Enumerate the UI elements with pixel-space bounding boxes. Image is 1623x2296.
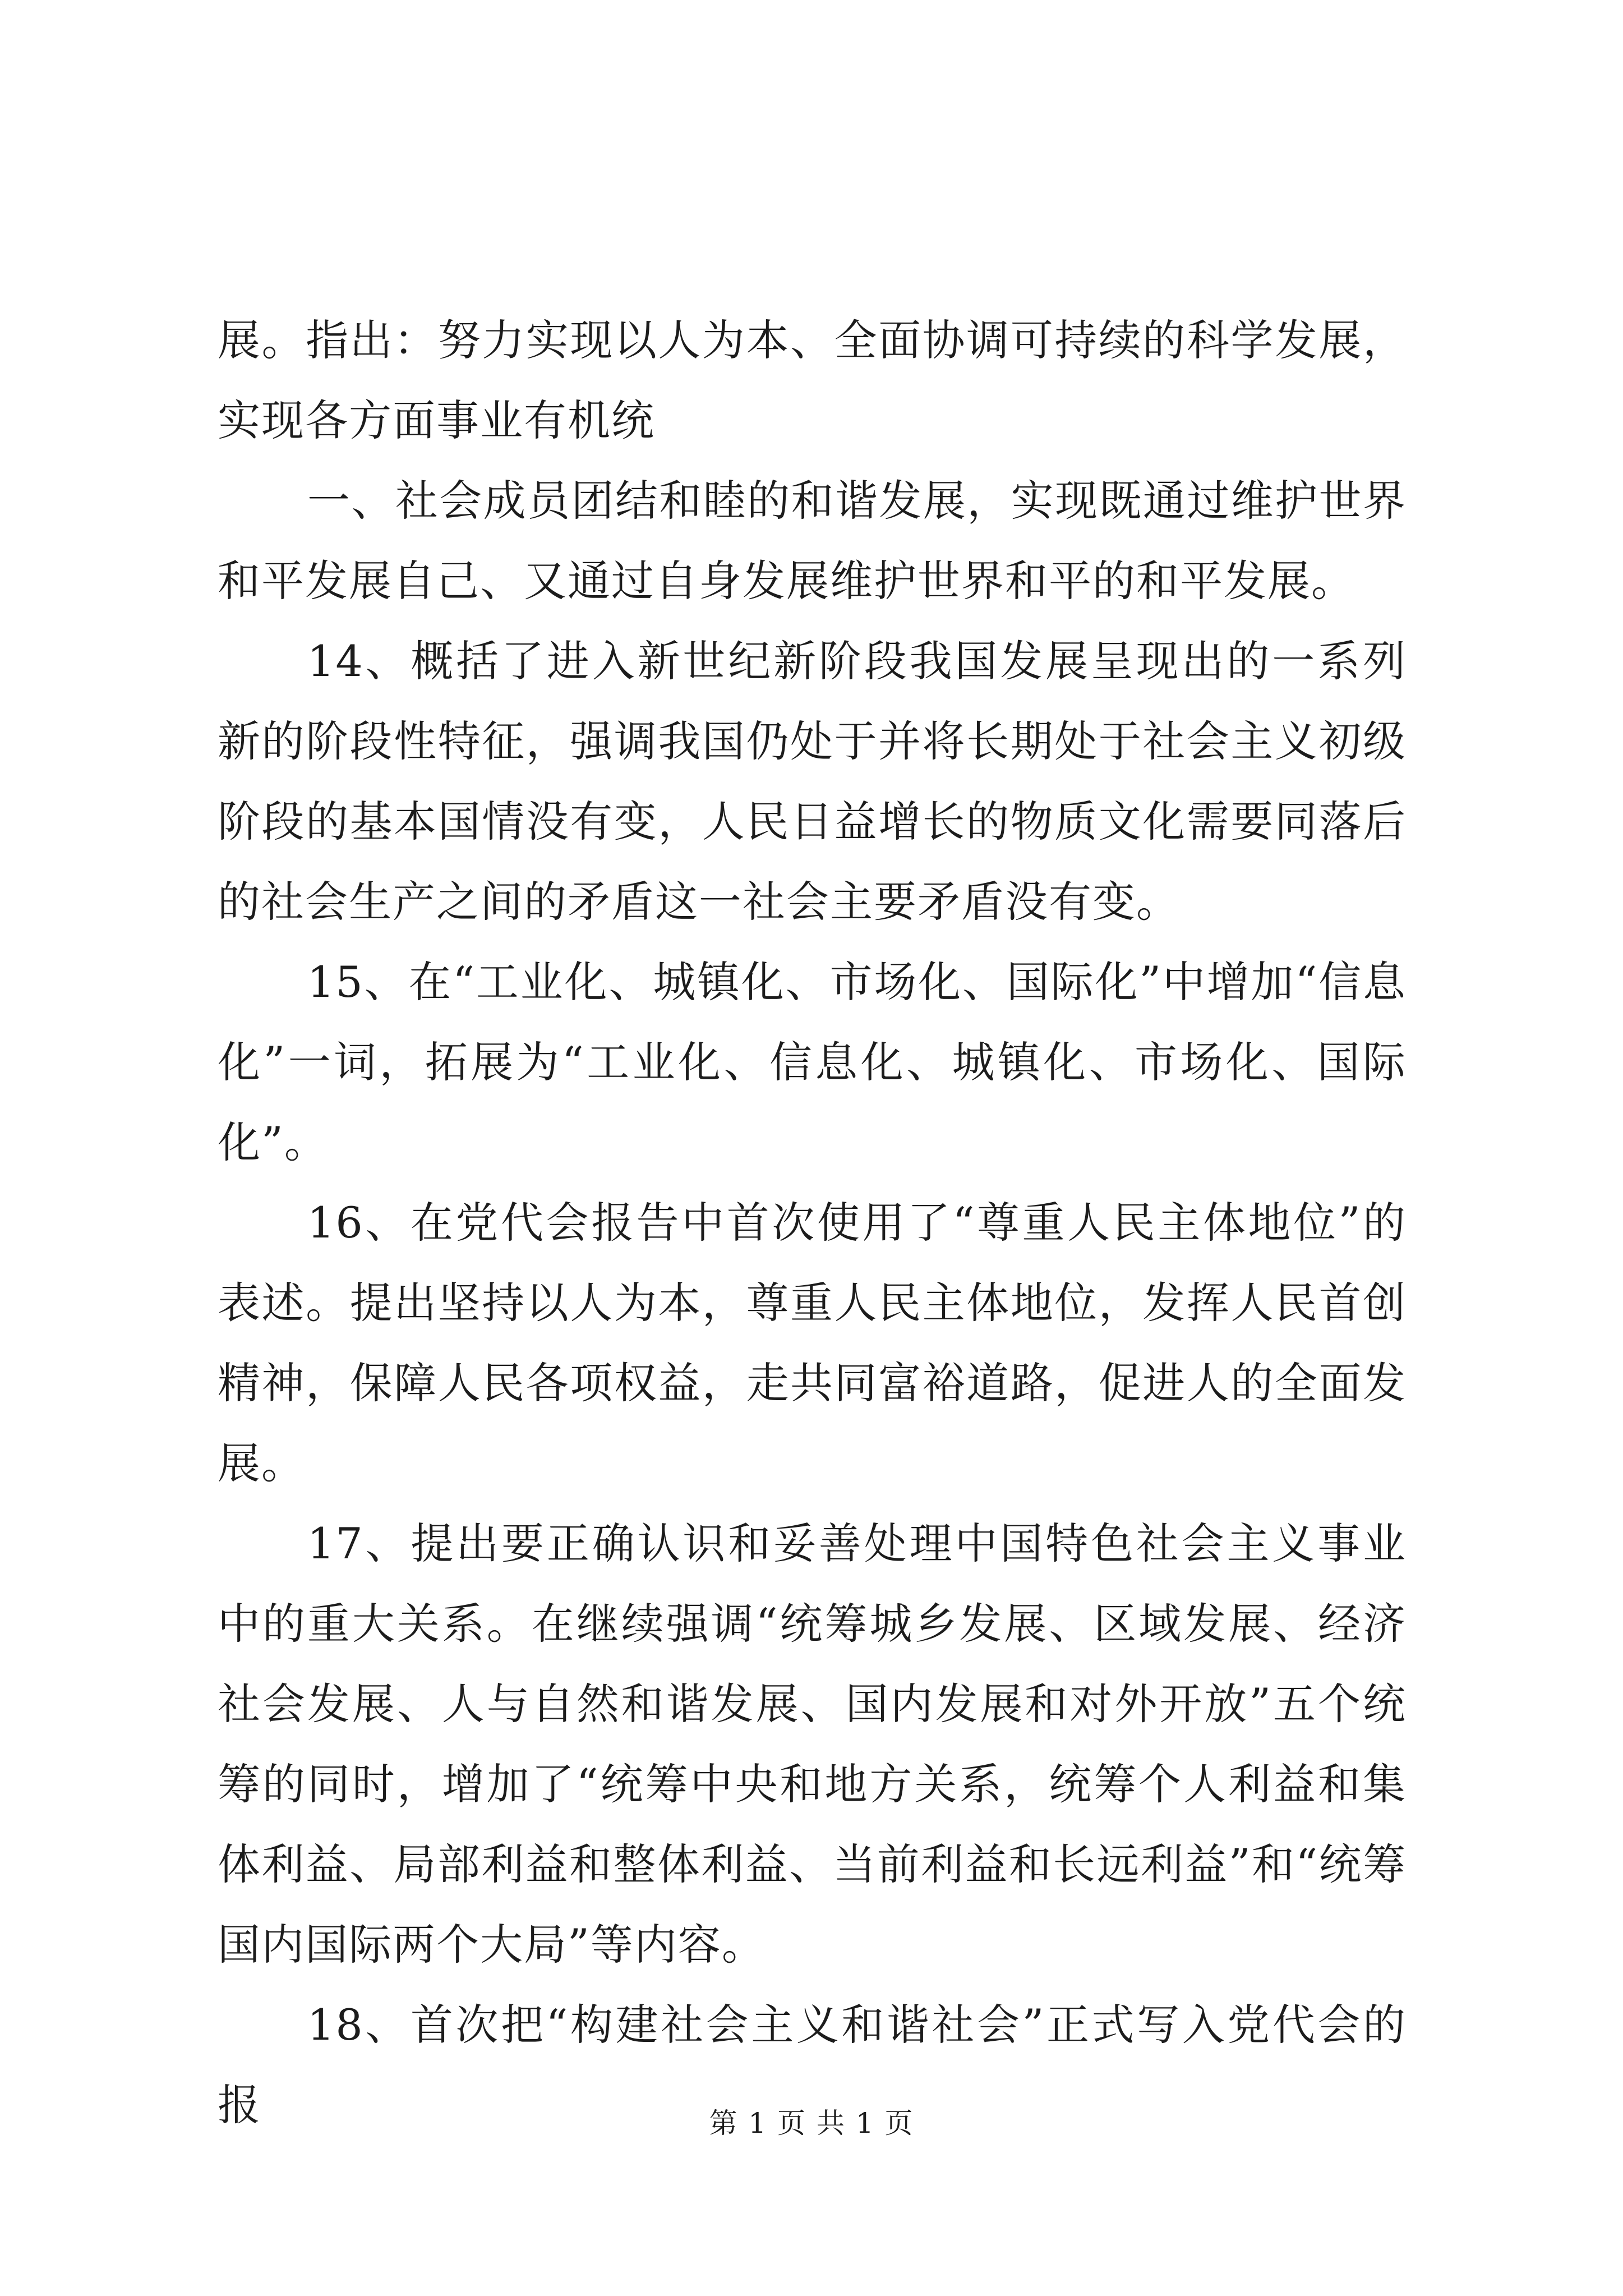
paragraph-1: 展。指出：努力实现以人为本、全面协调可持续的科学发展，实现各方面事业有机统 bbox=[218, 315, 1407, 445]
page-footer: 第 1 页 共 1 页 bbox=[709, 2107, 914, 2139]
paragraph-4: 15、在“工业化、城镇化、市场化、国际化”中增加“信息化”一词，拓展为“工业化、信息化、城镇化、市场化、国际化”。 bbox=[218, 957, 1407, 1167]
paragraph-5: 16、在党代会报告中首次使用了“尊重人民主体地位”的表述。提出坚持以人为本，尊重人民主体地位，发挥人民首创精神，保障人民各项权益，走共同富裕道路，促进人的全面发展。 bbox=[218, 1198, 1407, 1488]
paragraph-2: 一、社会成员团结和睦的和谐发展，实现既通过维护世界和平发展自己、又通过自身发展维护世界和平的和平发展。 bbox=[218, 476, 1407, 606]
paragraph-3: 14、概括了进入新世纪新阶段我国发展呈现出的一系列新的阶段性特征，强调我国仍处于并将长期处于社会主义初级阶段的基本国情没有变，人民日益增长的物质文化需要同落后的社会生产之间的矛盾这一社会主要矛盾没有变。 bbox=[218, 636, 1407, 927]
document-body bbox=[218, 300, 1407, 2145]
paragraph-6: 17、提出要正确认识和妥善处理中国特色社会主义事业中的重大关系。在继续强调“统筹城乡发展、区域发展、经济社会发展、人与自然和谐发展、国内发展和对外开放”五个统筹的同时，增加了“统筹中央和地方关系，统筹个人利益和集体利益、局部利益和整体利益、当前利益和长远利益”和“统筹国内国际两个大局”等内容。 bbox=[218, 1519, 1407, 1970]
paragraph-7: 18、首次把“构建社会主义和谐社会”正式写入党代会的报 bbox=[218, 2000, 1407, 2130]
